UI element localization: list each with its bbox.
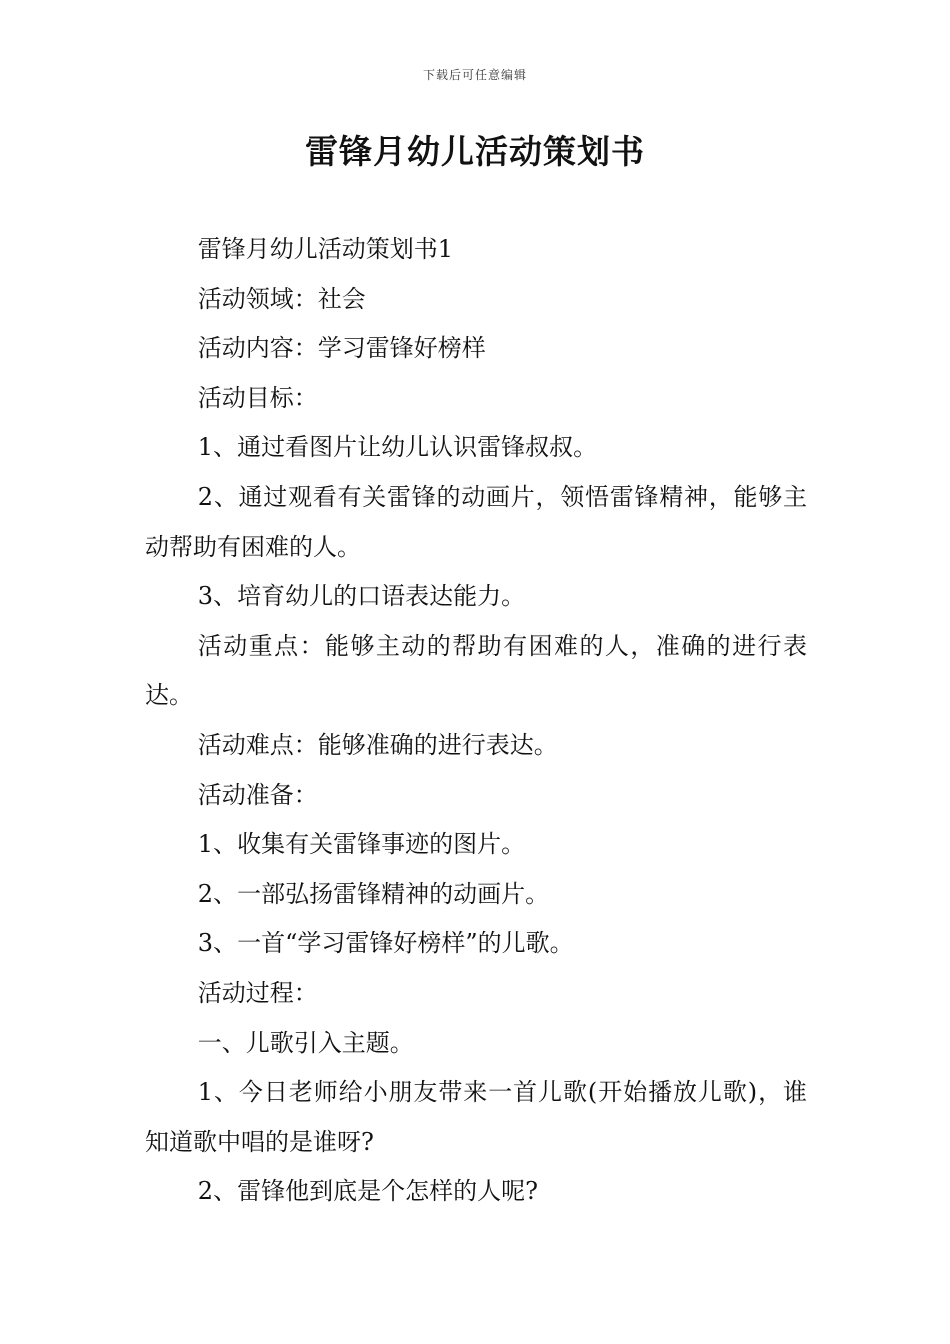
paragraph: 1、今日老师给小朋友带来一首儿歌(开始播放儿歌)，谁知道歌中唱的是谁呀?: [145, 1078, 807, 1156]
paragraph: 一、儿歌引入主题。: [197, 1028, 414, 1057]
document-title: 雷锋月幼儿活动策划书: [305, 132, 645, 171]
paragraph: 雷锋月幼儿活动策划书1: [197, 235, 454, 263]
paragraph: 3、培育幼儿的口语表达能力。: [197, 582, 526, 611]
paragraph: 活动准备：: [197, 780, 318, 809]
paragraph: 活动目标：: [197, 383, 318, 412]
paragraph: 活动难点：能够准确的进行表达。: [197, 730, 558, 759]
paragraph: 1、通过看图片让幼儿认识雷锋叔叔。: [197, 433, 598, 462]
paragraph: 2、一部弘扬雷锋精神的动画片。: [197, 879, 550, 908]
paragraph: 活动内容：学习雷锋好榜样: [197, 334, 486, 363]
paragraph: 3、一首“学习雷锋好榜样”的儿歌。: [197, 929, 574, 958]
document-body: [145, 225, 807, 1217]
paragraph: 2、通过观看有关雷锋的动画片，领悟雷锋精神，能够主动帮助有困难的人。: [145, 482, 807, 561]
paragraph: 2、雷锋他到底是个怎样的人呢?: [197, 1177, 538, 1206]
paragraph: 活动领域：社会: [197, 284, 366, 313]
page-header-note: 下载后可任意编辑: [422, 68, 527, 82]
paragraph: 活动重点：能够主动的帮助有困难的人，准确的进行表达。: [145, 631, 807, 710]
paragraph: 活动过程：: [197, 978, 318, 1007]
paragraph: 1、收集有关雷锋事迹的图片。: [197, 830, 526, 859]
